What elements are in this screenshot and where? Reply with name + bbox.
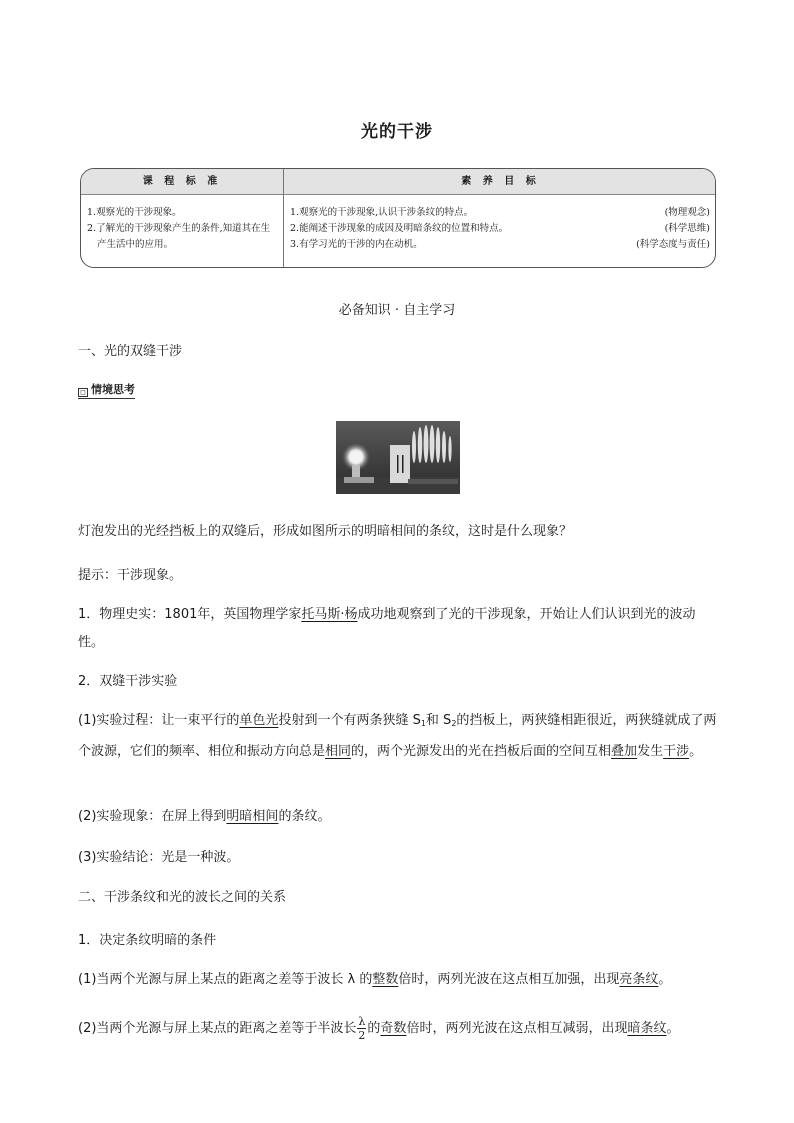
condition-heading: 1．决定条纹明暗的条件	[78, 933, 217, 948]
question-text: 灯泡发出的光经挡板上的双缝后，形成如图所示的明暗相间的条纹，这时是什么现象？	[78, 524, 573, 539]
experiment-photo	[336, 421, 460, 494]
goal-item	[290, 221, 710, 237]
hint-text: 提示：干涉现象。	[78, 568, 183, 583]
standard-item: 1.观察光的干涉现象。	[87, 207, 182, 218]
page-title: 光的干涉	[361, 122, 433, 142]
heading-double-slit: 一、光的双缝干涉	[78, 344, 183, 359]
experiment-phenomenon: (2)实验现象：在屏上得到明暗相间的条纹。	[78, 809, 331, 824]
literacy-goal-header: 素 养 目 标	[461, 176, 540, 187]
situation-thinking-label: ◻ 情境思考	[78, 381, 135, 399]
dark-fringe-condition: (2)当两个光源与屏上某点的距离之差等于半波长 $\frac{\lambda}{2}$ 的奇数倍时，两列光波在这点相互减弱，出现暗条纹。	[78, 1015, 680, 1042]
standard-item: 2.了解光的干涉现象产生的条件,知道其在生产生活中的应用。	[87, 223, 271, 250]
half-wavelength-fraction: $\frac{\lambda}{2}$	[358, 1015, 366, 1042]
bright-fringe-condition: (1)当两个光源与屏上某点的距离之差等于波长 λ 的整数倍时，两列光波在这点相互加强，出现亮条纹。	[78, 972, 672, 987]
goal-item	[290, 237, 710, 253]
goal-text: 2.能阐述干涉现象的成因及明暗条纹的位置和特点。	[290, 223, 509, 234]
history-paragraph: 1．物理史实：1801年，英国物理学家托马斯·杨成功地观察到了光的干涉现象，开始让人们认识到光的波动性。	[78, 607, 696, 650]
section-title: 必备知识 · 自主学习	[338, 303, 456, 318]
goal-text: 3.有学习光的干涉的内在动机。	[290, 239, 423, 250]
checkbox-icon: ◻	[78, 388, 88, 397]
goal-item	[290, 205, 710, 221]
experiment-heading: 2．双缝干涉实验	[78, 674, 178, 689]
experiment-conclusion: (3)实验结论：光是一种波。	[78, 850, 240, 865]
goal-tag: (物理观念)	[664, 207, 710, 218]
curriculum-standard-header: 课 程 标 准	[142, 176, 222, 187]
goal-tag: (科学思维)	[664, 223, 710, 234]
experiment-process: (1)实验过程：让一束平行的单色光投射到一个有两条狭缝 $S_1$和 $S_2$的挡板上，两狭缝相距很近，两狭缝就成了两个波源，它们的频率、相位和振动方向总是相同的，两个光源发出的光在挡板后面的空间互相叠加发生干涉。	[78, 713, 717, 759]
curriculum-standard-list	[87, 205, 279, 253]
heading-interference-wavelength: 二、干涉条纹和光的波长之间的关系	[78, 890, 287, 905]
curriculum-standards-table	[80, 168, 716, 268]
literacy-goal-list	[290, 205, 710, 253]
goal-tag: (科学态度与责任)	[636, 239, 710, 250]
goal-text: 1.观察光的干涉现象,认识干涉条纹的特点。	[290, 207, 474, 218]
